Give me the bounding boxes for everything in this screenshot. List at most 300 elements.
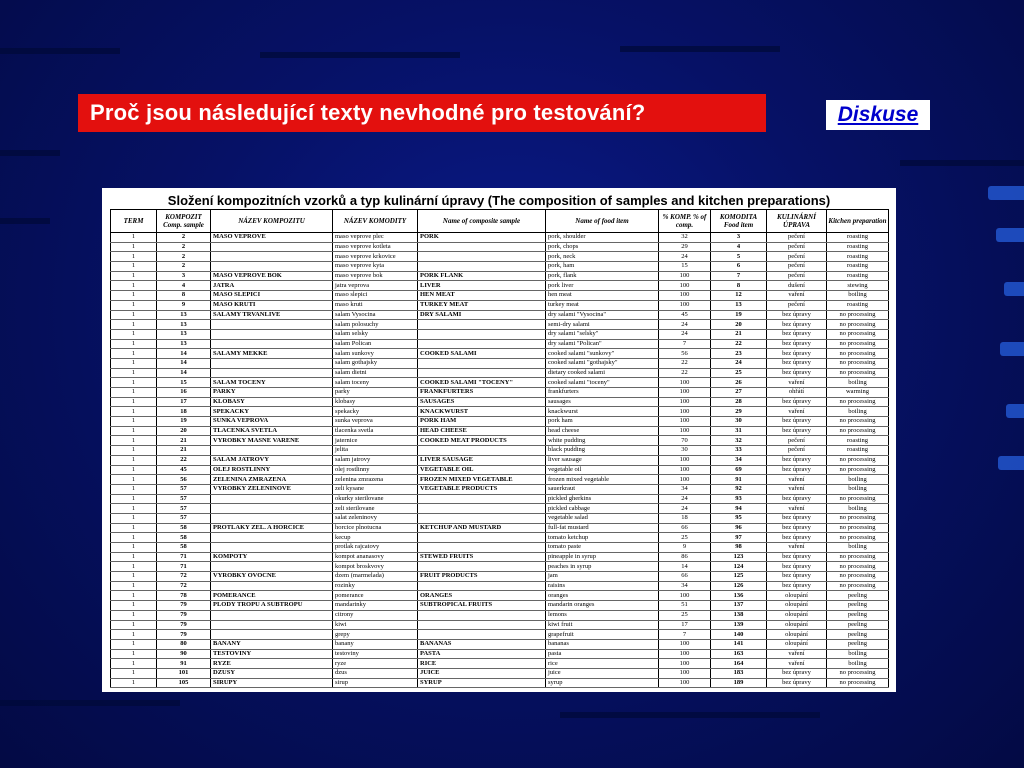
table-cell: KLOBASY: [211, 397, 333, 407]
table-cell: 1: [111, 368, 157, 378]
table-cell: 16: [157, 388, 211, 398]
table-cell: 1: [111, 533, 157, 543]
table-row: [111, 552, 889, 562]
table-cell: bez úpravy: [767, 668, 827, 678]
table-cell: 79: [157, 610, 211, 620]
discussion-link-label: Diskuse: [837, 103, 919, 126]
table-cell: 1: [111, 271, 157, 281]
table-cell: 24: [659, 494, 711, 504]
table-cell: 6: [711, 262, 767, 272]
table-cell: pomerance: [333, 591, 418, 601]
table-cell: jelita: [333, 446, 418, 456]
table-cell: black pudding: [546, 446, 659, 456]
table-row: [111, 523, 889, 533]
table-cell: raisins: [546, 581, 659, 591]
table-cell: pasta: [546, 649, 659, 659]
table-cell: [211, 262, 333, 272]
table-cell: stewing: [827, 281, 889, 291]
table-cell: 27: [711, 388, 767, 398]
table-cell: no processing: [827, 494, 889, 504]
table-cell: 24: [659, 504, 711, 514]
table-row: [111, 446, 889, 456]
table-cell: pork, neck: [546, 252, 659, 262]
table-cell: roasting: [827, 262, 889, 272]
table-cell: 189: [711, 678, 767, 688]
table-cell: 18: [659, 513, 711, 523]
table-cell: no processing: [827, 320, 889, 330]
table-cell: [418, 339, 546, 349]
table-cell: 79: [157, 630, 211, 640]
table-row: [111, 358, 889, 368]
table-cell: 92: [711, 484, 767, 494]
table-cell: [418, 630, 546, 640]
table-row: [111, 252, 889, 262]
table-cell: roasting: [827, 242, 889, 252]
table-cell: 57: [157, 513, 211, 523]
table-cell: roasting: [827, 252, 889, 262]
table-cell: 66: [659, 523, 711, 533]
table-row: [111, 397, 889, 407]
table-cell: boiling: [827, 484, 889, 494]
table-cell: 1: [111, 252, 157, 262]
table-cell: oloupání: [767, 610, 827, 620]
table-cell: 100: [659, 649, 711, 659]
table-row: [111, 591, 889, 601]
table-row: [111, 271, 889, 281]
table-cell: 22: [157, 455, 211, 465]
table-cell: LIVER SAUSAGE: [418, 455, 546, 465]
table-cell: [211, 620, 333, 630]
table-cell: SUNKA VEPROVA: [211, 417, 333, 427]
table-cell: dzem (marmelada): [333, 572, 418, 582]
table-cell: salam sunkovy: [333, 349, 418, 359]
table-cell: 21: [711, 329, 767, 339]
table-cell: 14: [659, 562, 711, 572]
table-cell: 13: [157, 329, 211, 339]
table-cell: peeling: [827, 620, 889, 630]
table-cell: no processing: [827, 329, 889, 339]
table-cell: 1: [111, 552, 157, 562]
table-cell: 1: [111, 436, 157, 446]
table-cell: 78: [157, 591, 211, 601]
table-cell: sirup: [333, 678, 418, 688]
table-cell: 2: [157, 252, 211, 262]
table-cell: PROTLAKY ZEL. A HORCICE: [211, 523, 333, 533]
table-cell: no processing: [827, 513, 889, 523]
table-cell: 1: [111, 465, 157, 475]
table-cell: 3: [157, 271, 211, 281]
table-row: [111, 620, 889, 630]
table-cell: klobasy: [333, 397, 418, 407]
table-cell: maso veprove krkovice: [333, 252, 418, 262]
table-cell: boiling: [827, 291, 889, 301]
table-cell: 29: [711, 407, 767, 417]
table-cell: 13: [157, 339, 211, 349]
table-cell: 1: [111, 668, 157, 678]
table-cell: VEGETABLE PRODUCTS: [418, 484, 546, 494]
table-cell: pečení: [767, 436, 827, 446]
table-cell: bez úpravy: [767, 329, 827, 339]
table-cell: vaření: [767, 649, 827, 659]
column-header: NÁZEV KOMPOZITU: [211, 210, 333, 233]
table-cell: [418, 504, 546, 514]
table-cell: salat zeleninovy: [333, 513, 418, 523]
table-cell: bez úpravy: [767, 513, 827, 523]
table-cell: [211, 339, 333, 349]
table-cell: HEN MEAT: [418, 291, 546, 301]
table-cell: FRUIT PRODUCTS: [418, 572, 546, 582]
table-cell: 19: [157, 417, 211, 427]
table-row: [111, 484, 889, 494]
table-cell: SALAM TOCENY: [211, 378, 333, 388]
table-row: [111, 233, 889, 243]
table-cell: bez úpravy: [767, 397, 827, 407]
table-row: [111, 300, 889, 310]
table-cell: full-fat mustard: [546, 523, 659, 533]
table-row: [111, 494, 889, 504]
table-cell: 1: [111, 262, 157, 272]
table-cell: protlak rajcatovy: [333, 543, 418, 553]
table-cell: zelenina zmrazena: [333, 475, 418, 485]
table-cell: 1: [111, 610, 157, 620]
table-cell: maso veprove bok: [333, 271, 418, 281]
table-cell: 1: [111, 329, 157, 339]
table-cell: 98: [711, 543, 767, 553]
table-cell: pečení: [767, 446, 827, 456]
table-cell: bez úpravy: [767, 349, 827, 359]
table-cell: maso veprove plec: [333, 233, 418, 243]
table-cell: no processing: [827, 523, 889, 533]
table-cell: salam dietni: [333, 368, 418, 378]
table-cell: [418, 252, 546, 262]
table-cell: dzus: [333, 668, 418, 678]
table-cell: bez úpravy: [767, 339, 827, 349]
table-row: [111, 668, 889, 678]
table-cell: oloupání: [767, 591, 827, 601]
table-cell: no processing: [827, 368, 889, 378]
table-cell: roasting: [827, 300, 889, 310]
table-cell: TESTOVINY: [211, 649, 333, 659]
table-cell: roasting: [827, 271, 889, 281]
table-row: [111, 513, 889, 523]
table-cell: [211, 252, 333, 262]
table-cell: [211, 494, 333, 504]
table-cell: pečení: [767, 271, 827, 281]
table-cell: 163: [711, 649, 767, 659]
table-cell: 1: [111, 601, 157, 611]
table-cell: SYRUP: [418, 678, 546, 688]
table-cell: MASO VEPROVE BOK: [211, 271, 333, 281]
table-cell: 90: [157, 649, 211, 659]
table-cell: 33: [711, 446, 767, 456]
table-cell: [418, 581, 546, 591]
table-cell: [211, 504, 333, 514]
table-cell: no processing: [827, 310, 889, 320]
table-cell: 24: [659, 329, 711, 339]
table-cell: 1: [111, 581, 157, 591]
table-cell: 100: [659, 397, 711, 407]
table-cell: frozen mixed vegetable: [546, 475, 659, 485]
table-cell: PARKY: [211, 388, 333, 398]
table-cell: 17: [659, 620, 711, 630]
table-cell: 28: [711, 397, 767, 407]
table-cell: mandarinky: [333, 601, 418, 611]
table-cell: 7: [659, 339, 711, 349]
table-cell: [211, 543, 333, 553]
table-cell: 30: [711, 417, 767, 427]
table-cell: tomato ketchup: [546, 533, 659, 543]
table-row: [111, 407, 889, 417]
table-cell: 141: [711, 639, 767, 649]
table-row: [111, 678, 889, 688]
table-cell: COOKED MEAT PRODUCTS: [418, 436, 546, 446]
table-cell: syrup: [546, 678, 659, 688]
table-cell: 79: [157, 620, 211, 630]
table-cell: 57: [157, 484, 211, 494]
table-cell: 100: [659, 659, 711, 669]
table-row: [111, 426, 889, 436]
table-cell: jaternice: [333, 436, 418, 446]
table-cell: 125: [711, 572, 767, 582]
table-row: [111, 310, 889, 320]
table-cell: 12: [711, 291, 767, 301]
table-cell: 22: [659, 358, 711, 368]
table-cell: 14: [157, 349, 211, 359]
table-cell: 15: [157, 378, 211, 388]
table-row: [111, 543, 889, 553]
table-cell: [418, 620, 546, 630]
table-cell: SUBTROPICAL FRUITS: [418, 601, 546, 611]
table-cell: bez úpravy: [767, 320, 827, 330]
slide-title: Proč jsou následující texty nevhodné pro testování?: [90, 100, 646, 125]
table-cell: tlacenka svetla: [333, 426, 418, 436]
table-cell: [418, 494, 546, 504]
table-cell: 1: [111, 358, 157, 368]
table-cell: pečení: [767, 242, 827, 252]
table-cell: TLACENKA SVETLA: [211, 426, 333, 436]
table-cell: PORK FLANK: [418, 271, 546, 281]
table-cell: VYROBKY OVOCNE: [211, 572, 333, 582]
table-cell: bez úpravy: [767, 426, 827, 436]
table-cell: 26: [711, 378, 767, 388]
table-cell: [418, 543, 546, 553]
table-cell: 1: [111, 388, 157, 398]
table-cell: 22: [659, 368, 711, 378]
table-row: [111, 388, 889, 398]
table-cell: rice: [546, 659, 659, 669]
table-cell: 32: [711, 436, 767, 446]
table-cell: boiling: [827, 543, 889, 553]
table-cell: JATRA: [211, 281, 333, 291]
table-cell: bez úpravy: [767, 417, 827, 427]
table-cell: 100: [659, 378, 711, 388]
table-row: [111, 291, 889, 301]
table-cell: turkey meat: [546, 300, 659, 310]
table-cell: ORANGES: [418, 591, 546, 601]
table-cell: roasting: [827, 233, 889, 243]
table-cell: sunka veprova: [333, 417, 418, 427]
table-cell: 57: [157, 494, 211, 504]
table-cell: MASO KRUTI: [211, 300, 333, 310]
table-cell: 5: [711, 252, 767, 262]
table-cell: 100: [659, 426, 711, 436]
table-cell: 20: [711, 320, 767, 330]
table-cell: boiling: [827, 504, 889, 514]
table-cell: VEGETABLE OIL: [418, 465, 546, 475]
table-cell: PASTA: [418, 649, 546, 659]
table-cell: 100: [659, 281, 711, 291]
table-cell: [418, 329, 546, 339]
table-cell: 100: [659, 678, 711, 688]
table-cell: maso veprove kotleta: [333, 242, 418, 252]
table-cell: 100: [659, 417, 711, 427]
table-cell: olej rostlinny: [333, 465, 418, 475]
table-cell: 32: [659, 233, 711, 243]
table-cell: pickled gherkins: [546, 494, 659, 504]
table-cell: 13: [711, 300, 767, 310]
table-cell: RYZE: [211, 659, 333, 669]
table-cell: [211, 533, 333, 543]
table-cell: grepy: [333, 630, 418, 640]
table-cell: [418, 513, 546, 523]
table-cell: mandarin oranges: [546, 601, 659, 611]
table-cell: 1: [111, 455, 157, 465]
table-cell: 100: [659, 591, 711, 601]
table-cell: POMERANCE: [211, 591, 333, 601]
table-cell: 1: [111, 649, 157, 659]
table-cell: [211, 329, 333, 339]
table-cell: SALAM JATROVY: [211, 455, 333, 465]
table-cell: 1: [111, 242, 157, 252]
table-cell: COOKED SALAMI "TOCENY": [418, 378, 546, 388]
table-cell: 45: [157, 465, 211, 475]
table-cell: no processing: [827, 339, 889, 349]
table-cell: 96: [711, 523, 767, 533]
table-cell: [418, 242, 546, 252]
table-cell: 80: [157, 639, 211, 649]
table-row: [111, 649, 889, 659]
table-cell: bez úpravy: [767, 523, 827, 533]
table-cell: 1: [111, 562, 157, 572]
table-cell: oloupání: [767, 639, 827, 649]
table-cell: grapefruit: [546, 630, 659, 640]
table-cell: roasting: [827, 436, 889, 446]
table-cell: bez úpravy: [767, 455, 827, 465]
table-cell: 100: [659, 639, 711, 649]
table-cell: 72: [157, 572, 211, 582]
table-cell: peeling: [827, 601, 889, 611]
column-header: KULINÁRNÍ ÚPRAVA: [767, 210, 827, 233]
table-cell: 7: [711, 271, 767, 281]
table-cell: oloupání: [767, 630, 827, 640]
table-row: [111, 320, 889, 330]
discussion-link[interactable]: [826, 100, 930, 130]
table-cell: 1: [111, 300, 157, 310]
table-cell: 123: [711, 552, 767, 562]
table-cell: 9: [157, 300, 211, 310]
table-cell: oranges: [546, 591, 659, 601]
table-cell: BANANY: [211, 639, 333, 649]
table-cell: 58: [157, 523, 211, 533]
table-cell: 100: [659, 291, 711, 301]
table-cell: vaření: [767, 484, 827, 494]
table-cell: VYROBKY MASNE VARENE: [211, 436, 333, 446]
table-cell: 57: [157, 504, 211, 514]
table-cell: TURKEY MEAT: [418, 300, 546, 310]
table-cell: [211, 242, 333, 252]
table-cell: pečení: [767, 233, 827, 243]
table-row: [111, 504, 889, 514]
table-cell: MASO SLEPICI: [211, 291, 333, 301]
table-cell: 1: [111, 446, 157, 456]
table-cell: pork liver: [546, 281, 659, 291]
table-cell: SALAMY TRVANLIVE: [211, 310, 333, 320]
table-cell: kecup: [333, 533, 418, 543]
table-cell: kompot broskvovy: [333, 562, 418, 572]
slide-title-box: [78, 94, 766, 132]
table-cell: 1: [111, 339, 157, 349]
table-cell: 34: [659, 581, 711, 591]
table-cell: no processing: [827, 397, 889, 407]
table-cell: sauerkraut: [546, 484, 659, 494]
table-cell: DRY SALAMI: [418, 310, 546, 320]
table-cell: 124: [711, 562, 767, 572]
table-cell: pork, ham: [546, 262, 659, 272]
table-cell: vaření: [767, 504, 827, 514]
table-cell: LIVER: [418, 281, 546, 291]
table-cell: 93: [711, 494, 767, 504]
table-cell: boiling: [827, 659, 889, 669]
table-cell: SALAMY MEKKE: [211, 349, 333, 359]
table-cell: vaření: [767, 543, 827, 553]
table-cell: 45: [659, 310, 711, 320]
table-cell: boiling: [827, 407, 889, 417]
table-cell: jam: [546, 572, 659, 582]
table-cell: 126: [711, 581, 767, 591]
column-header: Name of food item: [546, 210, 659, 233]
table-cell: horcice plnotucna: [333, 523, 418, 533]
table-cell: [418, 368, 546, 378]
table-row: [111, 339, 889, 349]
table-cell: PLODY TROPU A SUBTROPU: [211, 601, 333, 611]
table-cell: salam Polican: [333, 339, 418, 349]
table-cell: 1: [111, 591, 157, 601]
table-cell: 34: [711, 455, 767, 465]
table-cell: salam Vysocina: [333, 310, 418, 320]
table-cell: PORK HAM: [418, 417, 546, 427]
table-cell: vaření: [767, 291, 827, 301]
table-cell: [211, 630, 333, 640]
table-cell: 100: [659, 271, 711, 281]
table-cell: 8: [711, 281, 767, 291]
table-cell: 1: [111, 233, 157, 243]
table-cell: pork, chops: [546, 242, 659, 252]
table-cell: 1: [111, 678, 157, 688]
table-cell: [418, 320, 546, 330]
table-cell: juice: [546, 668, 659, 678]
table-cell: [211, 358, 333, 368]
table-cell: 1: [111, 484, 157, 494]
table-cell: RICE: [418, 659, 546, 669]
table-cell: 58: [157, 543, 211, 553]
table-cell: 18: [157, 407, 211, 417]
table-cell: 14: [157, 358, 211, 368]
table-cell: banany: [333, 639, 418, 649]
table-cell: boiling: [827, 649, 889, 659]
table-cell: no processing: [827, 417, 889, 427]
table-cell: 100: [659, 455, 711, 465]
table-cell: 22: [711, 339, 767, 349]
